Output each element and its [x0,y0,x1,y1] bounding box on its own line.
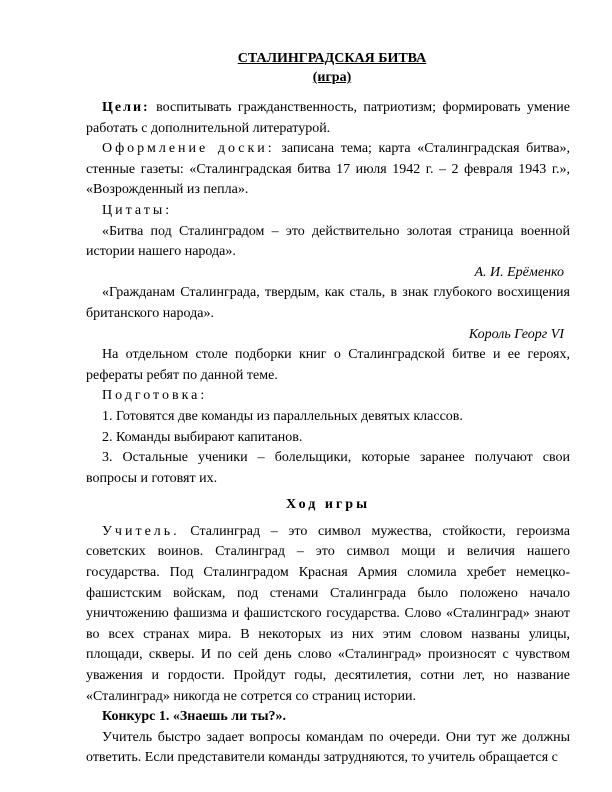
teacher-text: Сталинград – это символ мужества, стойкости, героизма советских воинов. Сталинград – это символ мощи и величия нашего государства. Под Сталинградом Красная Армия сломила хребет немецко-фашистским войскам, под стенами Сталинграда было положено начало уничтожению фашизма и фашистского государства. Слово «Сталинград» знают во всех странах мира. В некоторых из них этим словом названы улицы, площади, скверы. И по сей день слово «Сталинград» произносят с чувством уважения и гордости. Пройдут годы, десятилетия, сотни лет, но название «Сталинград» никогда не сотрется со страниц истории. [86,523,570,704]
board-label: Оформление доски: [102,141,275,157]
board-paragraph [86,139,570,201]
quotes-label: Цитаты: [102,202,173,218]
goals-label: Цели: [102,100,150,115]
quote-2-text: «Гражданам Сталинграда, твердым, как сталь, в знак глубокого восхищения британского народа». [86,285,570,321]
game-heading: Ход игры [286,497,370,513]
document-title: СТАЛИНГРАДСКАЯ БИТВА [237,51,427,66]
teacher-paragraph [86,522,570,707]
contest-1-text: Учитель быстро задает вопросы командам по очереди. Они тут же должны ответить. Если представители команды затрудняются, то учитель обращается с [86,729,570,766]
document-subtitle: (игра) [312,70,352,85]
quote-2-author: Король Георг VI [468,326,564,342]
preparation-item-3: 3. Остальные ученики – болельщики, которые заранее получают свои вопросы и готовят их. [86,450,570,486]
goals-paragraph [86,98,570,139]
quote-1-author: А. И. Ерёменко [474,264,564,280]
contest-1-title: Конкурс 1. «Знаешь ли ты?». [102,709,287,725]
preparation-item-1: 1. Готовятся две команды из параллельных девятых классов. [102,408,463,424]
books-note: На отдельном столе подборки книг о Сталинградской битве и ее героях, рефераты ребят по данной теме. [86,347,570,383]
quote-1-text: «Битва под Сталинградом – это действительно золотая страница военной истории нашего народа». [86,223,570,260]
teacher-label: Учитель. [102,523,180,539]
goals-text: воспитывать гражданственность, патриотизм; формировать умение работать с дополнительной литературой. [86,100,570,136]
board-text: записана тема; карта «Сталинградская битва», стенные газеты: «Сталинградская битва 17 июля 1942 г. – 2 февраля 1943 г.», «Возрожденный из пепла». [86,141,570,198]
preparation-label: Подготовка: [102,388,208,404]
preparation-item-2: 2. Команды выбирают капитанов. [102,429,303,445]
